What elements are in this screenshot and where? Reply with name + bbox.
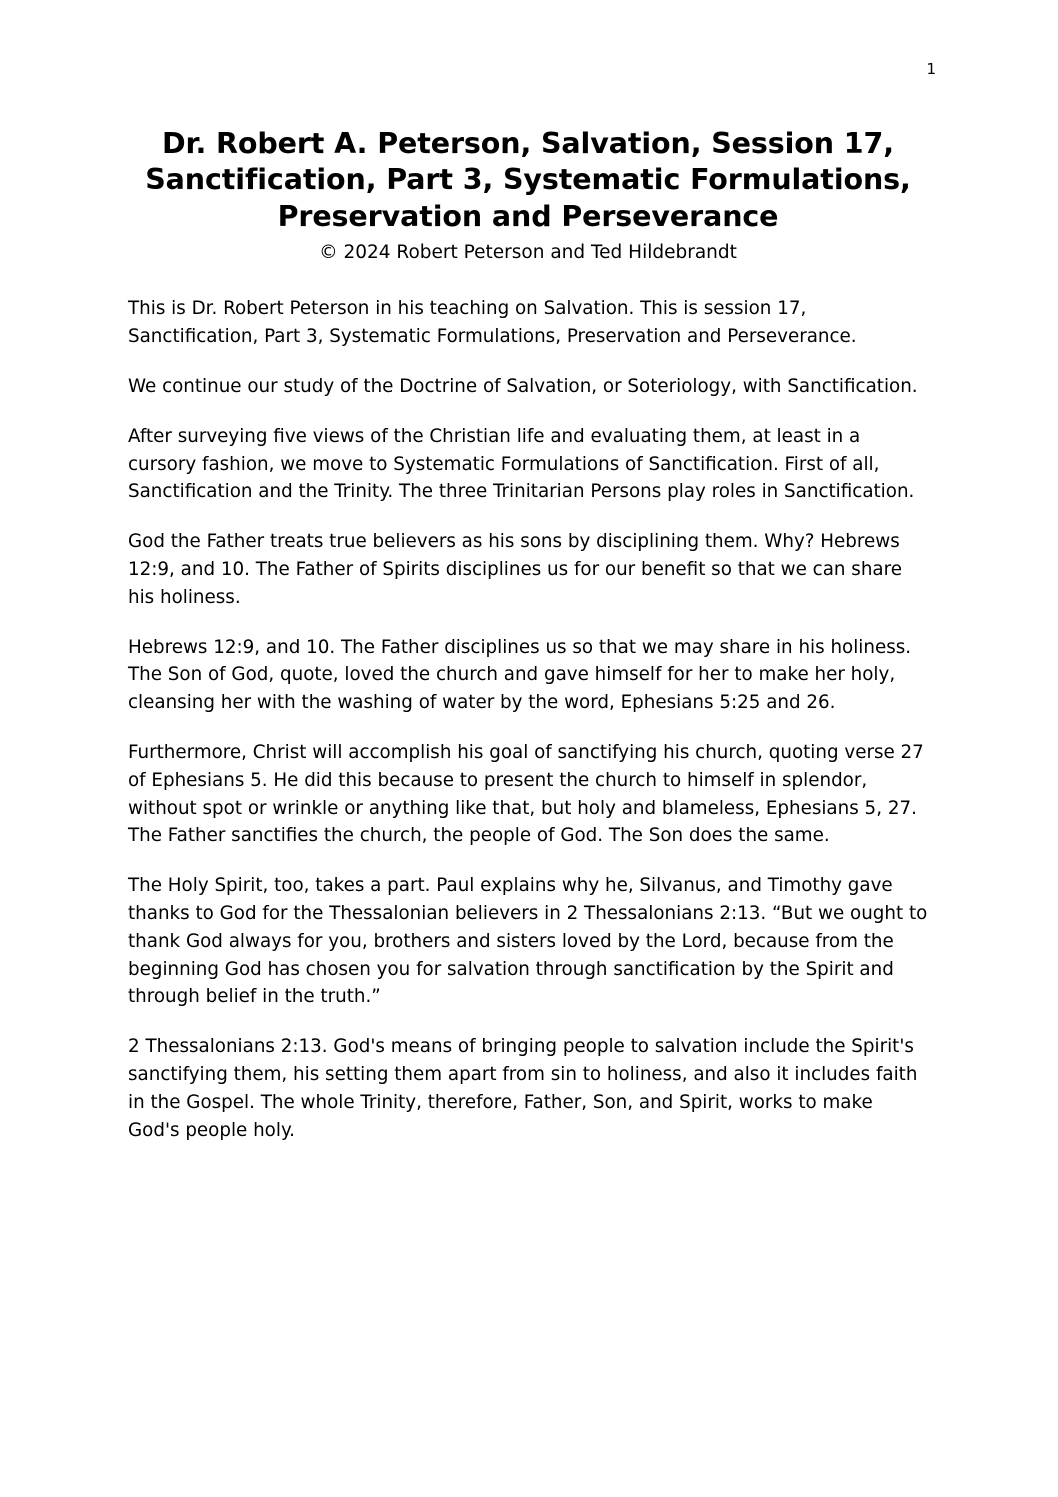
page-title: Dr. Robert A. Peterson, Salvation, Session 17, Sanctification, Part 3, Systematic Formulations, Preservation and Perseverance <box>145 127 911 233</box>
body-text <box>128 295 928 1144</box>
paragraph: This is Dr. Robert Peterson in his teaching on Salvation. This is session 17, Sanctification, Part 3, Systematic Formulations, Preservation and Perseverance. <box>128 298 857 348</box>
paragraph: Hebrews 12:9, and 10. The Father disciplines us so that we may share in his holiness. The Son of God, quote, loved the church and gave himself for her to make her holy, cleansing her with the washing of water by the word, Ephesians 5:25 and 26. <box>128 636 912 714</box>
paragraph: We continue our study of the Doctrine of Salvation, or Soteriology, with Sanctification. <box>128 376 918 398</box>
paragraph: God the Father treats true believers as his sons by disciplining them. Why? Hebrews 12:9, and 10. The Father of Spirits disciplines us for our benefit so that we can share his holiness. <box>128 531 902 608</box>
copyright-line: © 2024 Robert Peterson and Ted Hildebrandt <box>319 242 737 264</box>
page-number: 1 <box>926 60 936 78</box>
paragraph: 2 Thessalonians 2:13. God's means of bringing people to salvation include the Spirit's sanctifying them, his setting them apart from sin to holiness, and also it includes faith in the Gospel. The whole Trinity, therefore, Father, Son, and Spirit, works to make God's people holy. <box>128 1036 918 1141</box>
paragraph: Furthermore, Christ will accomplish his goal of sanctifying his church, quoting verse 27 of Ephesians 5. He did this because to present the church to himself in splendor, without spot or wrinkle or anything like that, but holy and blameless, Ephesians 5, 27. The Father sanctifies the church, the people of God. The Son does the same. <box>128 742 924 847</box>
paragraph: The Holy Spirit, too, takes a part. Paul explains why he, Silvanus, and Timothy gave thanks to God for the Thessalonian believers in 2 Thessalonians 2:13. “But we ought to thank God always for you, brothers and sisters loved by the Lord, because from the beginning God has chosen you for salvation through sanctification by the Spirit and through belief in the truth.” <box>128 875 928 1008</box>
document-content <box>128 126 928 1144</box>
paragraph: After surveying five views of the Christian life and evaluating them, at least in a cursory fashion, we move to Systematic Formulations of Sanctification. First of all, Sanctification and the Trinity. The three Trinitarian Persons play roles in Sanctification. <box>128 425 915 503</box>
